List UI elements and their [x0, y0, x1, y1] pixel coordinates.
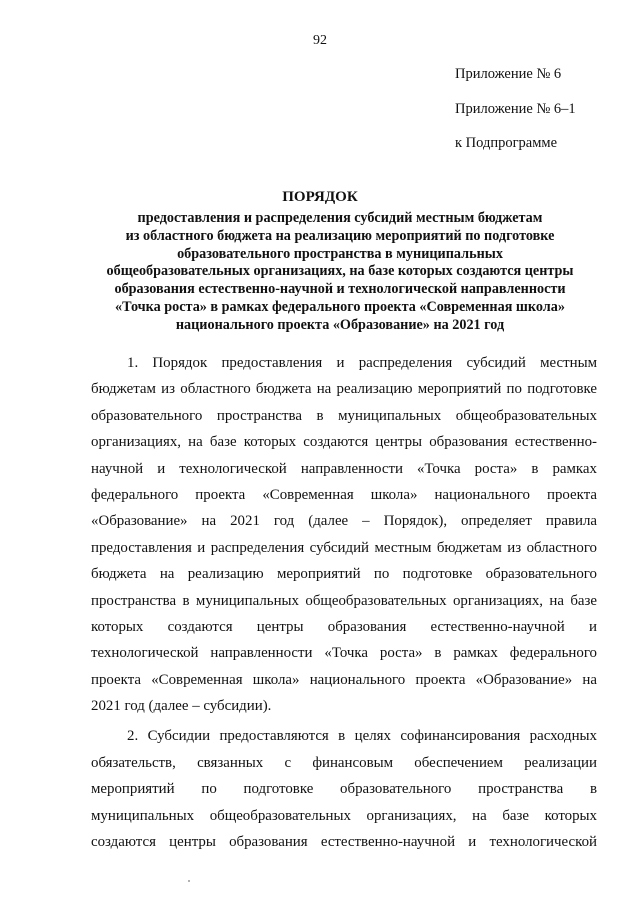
text-line: бюджетам из областного бюджета на реализацию мероприятий по подготовке [91, 381, 597, 398]
text-line: мероприятий по подготовке образовательного пространства в [91, 781, 597, 798]
text-line: которых создаются центры образования естественно-научной и [91, 618, 597, 635]
heading-line: из областного бюджета на реализацию мероприятий по подготовке [125, 227, 555, 244]
heading-line: общеобразовательных организациях, на базе которых создаются центры [106, 263, 574, 280]
text-line: предоставления и распределения субсидий местным бюджетам из областного [91, 539, 597, 556]
paragraph-2 [91, 723, 597, 855]
text-line: создаются центры образования естественно-научной и технологической [91, 834, 597, 851]
text-line: организациях, на базе которых создаются центры образования естественно- [91, 434, 597, 451]
document-heading [70, 210, 610, 335]
heading-line: образовательного пространства в муниципальных [177, 245, 503, 262]
text-line: пространства в муниципальных общеобразовательных организациях, на базе [91, 592, 597, 609]
appendix-sublabel: Приложение № 6–1 [455, 101, 576, 117]
text-line: 2. Субсидии предоставляются в целях софинансирования расходных [127, 728, 597, 745]
heading-line: образования естественно-научной и технологической направленности [114, 281, 566, 298]
text-line: технологической направленности «Точка роста» в рамках федерального [91, 645, 597, 662]
paragraph-1 [91, 350, 597, 719]
scan-speck [188, 880, 190, 882]
appendix-reference: к Подпрограмме [455, 135, 558, 151]
heading-line: предоставления и распределения субсидий местным бюджетам [137, 210, 543, 226]
heading-line: национального проекта «Образование» на 2021 год [175, 316, 505, 333]
heading-line: «Точка роста» в рамках федерального проекта «Современная школа» [115, 298, 565, 315]
text-line: бюджета на реализацию мероприятий по подготовке образовательного [91, 566, 597, 583]
text-line: федерального проекта «Современная школа» национального проекта [91, 486, 597, 503]
page-number: 92 [313, 33, 327, 48]
text-line: 2021 год (далее – субсидии). [91, 698, 272, 715]
text-line: образовательного пространства в муниципальных общеобразовательных [91, 407, 597, 424]
text-line: муниципальных общеобразовательных организациях, на базе которых [91, 807, 597, 824]
appendix-label: Приложение № 6 [455, 66, 562, 82]
text-line: научной и технологической направленности «Точка роста» в рамках [91, 460, 597, 477]
document-title: ПОРЯДОК [282, 189, 358, 205]
text-line: проекта «Современная школа» национального проекта «Образование» на [91, 671, 597, 688]
text-line: обязательств, связанных с финансовым обеспечением реализации [91, 754, 597, 771]
text-line: 1. Порядок предоставления и распределения субсидий местным [127, 355, 597, 371]
document-body [91, 350, 597, 855]
text-line: «Образование» на 2021 год (далее – Порядок), определяет правила [91, 513, 597, 530]
